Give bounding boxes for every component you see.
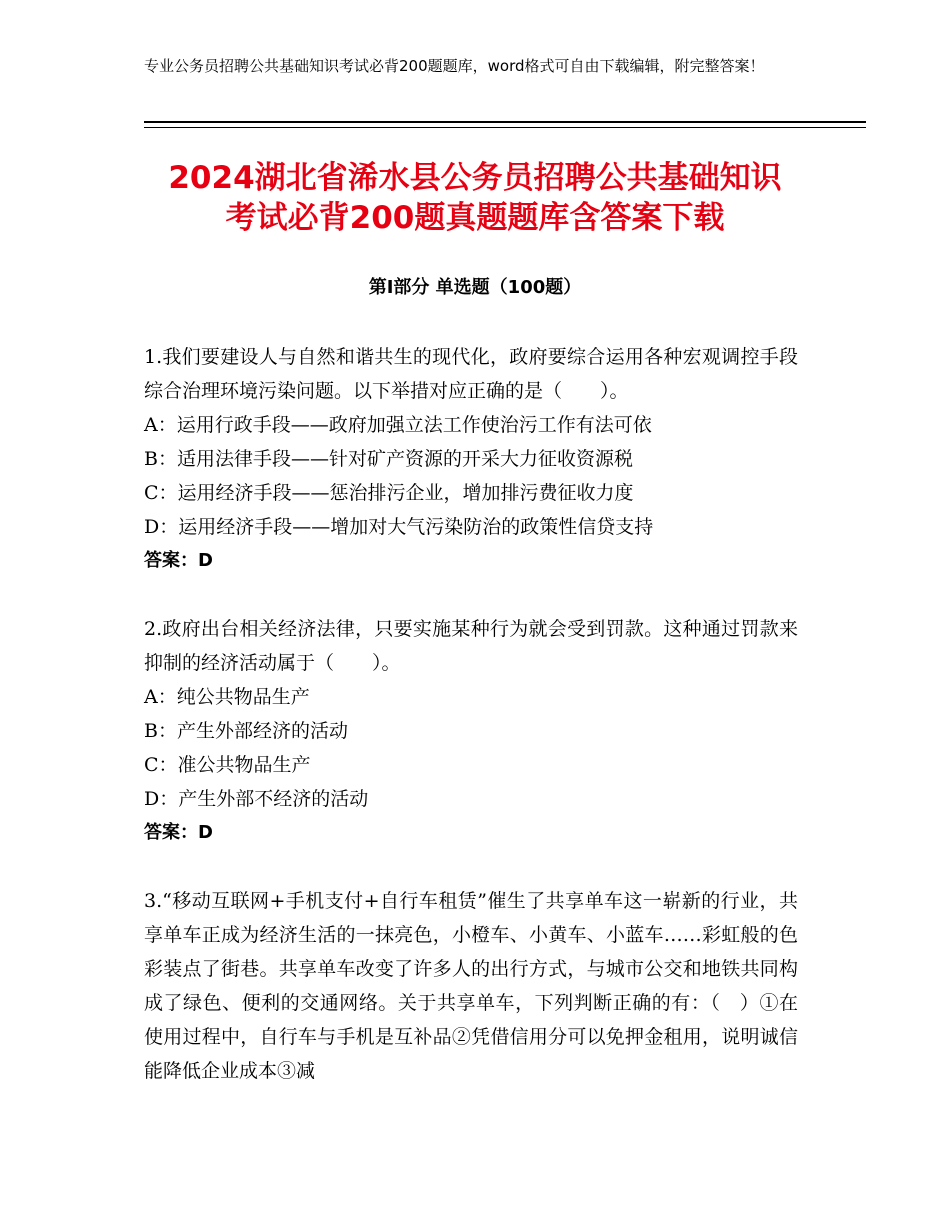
question-stem: 3.“移动互联网+手机支付+自行车租赁”催生了共享单车这一崭新的行业，共享单车正成为经济生活的一抹亮色，小橙车、小黄车、小蓝车……彩虹般的色彩装点了街巷。共享单车改变了许多人的出行方式，与城市公交和地铁共同构成了绿色、便利的交通网络。关于共享单车，下列判断正确的有：（ ）①在使用过程中，自行车与手机是互补品②凭借信用分可以免押金租用，说明诚信能降低企业成本③减	[144, 890, 798, 1082]
title-line-1: 2024湖北省浠水县公务员招聘公共基础知识	[168, 160, 782, 196]
question-item	[144, 884, 798, 1088]
document-title	[100, 158, 850, 238]
option-c: C：运用经济手段——惩治排污企业，增加排污费征收力度	[144, 482, 634, 504]
option-a: A：运用行政手段——政府加强立法工作使治污工作有法可依	[144, 414, 652, 436]
question-item	[144, 340, 798, 578]
header-note: 专业公务员招聘公共基础知识考试必背200题题库，word格式可自由下载编辑，附完整答案！	[144, 57, 765, 75]
option-d: D：产生外部不经济的活动	[144, 788, 369, 810]
question-stem: 1.我们要建设人与自然和谐共生的现代化，政府要综合运用各种宏观调控手段综合治理环境污染问题。以下举措对应正确的是（ ）。	[144, 346, 798, 402]
option-a: A：纯公共物品生产	[144, 686, 310, 708]
question-stem: 2.政府出台相关经济法律，只要实施某种行为就会受到罚款。这种通过罚款来抑制的经济活动属于（ ）。	[144, 618, 798, 674]
section-heading: 第I部分 单选题（100题）	[368, 277, 582, 298]
answer-line: 答案：D	[144, 550, 213, 571]
question-list	[144, 340, 798, 1122]
header-divider	[144, 121, 866, 128]
option-d: D：运用经济手段——增加对大气污染防治的政策性信贷支持	[144, 516, 654, 538]
answer-line: 答案：D	[144, 822, 213, 843]
option-c: C：准公共物品生产	[144, 754, 311, 776]
option-b: B：适用法律手段——针对矿产资源的开采大力征收资源税	[144, 448, 633, 470]
title-line-2: 考试必背200题真题题库含答案下载	[225, 200, 725, 236]
option-b: B：产生外部经济的活动	[144, 720, 348, 742]
question-item	[144, 612, 798, 850]
